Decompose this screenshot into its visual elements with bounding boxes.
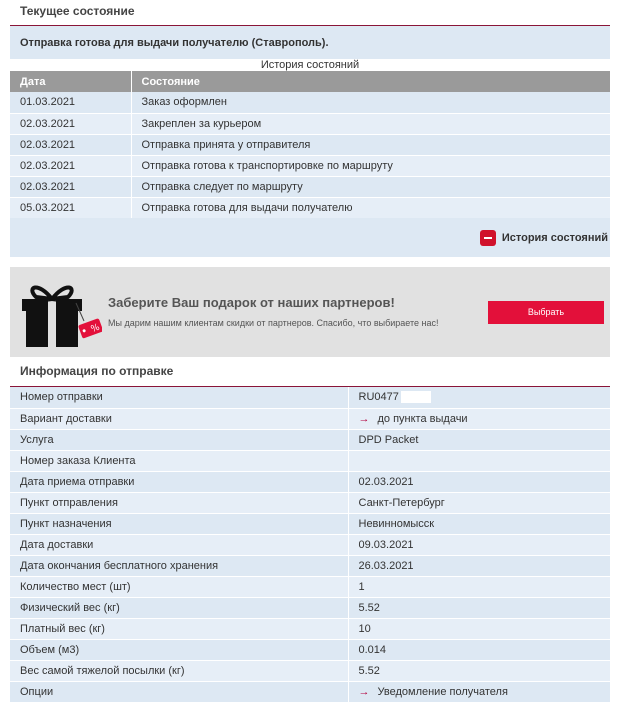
choose-button[interactable]: Выбрать bbox=[488, 301, 604, 324]
history-footer bbox=[10, 218, 610, 257]
history-header-date: Дата bbox=[10, 71, 131, 92]
table-row bbox=[10, 576, 610, 597]
current-state-title: Текущее состояние bbox=[10, 0, 610, 26]
table-row bbox=[10, 429, 610, 450]
history-date: 02.03.2021 bbox=[10, 134, 131, 155]
info-label: Услуга bbox=[10, 429, 348, 450]
info-label: Дата окончания бесплатного хранения bbox=[10, 555, 348, 576]
minus-icon bbox=[480, 230, 496, 246]
history-table bbox=[10, 71, 610, 219]
info-value bbox=[348, 408, 610, 429]
history-date: 02.03.2021 bbox=[10, 113, 131, 134]
history-date: 05.03.2021 bbox=[10, 197, 131, 218]
info-label: Количество мест (шт) bbox=[10, 576, 348, 597]
info-label: Номер отправки bbox=[10, 387, 348, 408]
history-header-state: Состояние bbox=[131, 71, 610, 92]
history-toggle-label: История состояний bbox=[501, 232, 608, 244]
table-row bbox=[10, 681, 610, 702]
history-date: 02.03.2021 bbox=[10, 176, 131, 197]
arrow-right-icon: → bbox=[358, 412, 370, 425]
table-row bbox=[10, 176, 610, 197]
info-value: 5.52 bbox=[348, 660, 610, 681]
info-label: Платный вес (кг) bbox=[10, 618, 348, 639]
partner-promo-banner bbox=[10, 267, 610, 357]
info-value: 0.014 bbox=[348, 639, 610, 660]
info-value: DPD Packet bbox=[348, 429, 610, 450]
table-row bbox=[10, 471, 610, 492]
promo-subtitle: Мы дарим нашим клиентам скидки от партнеров. Спасибо, что выбираете нас! bbox=[108, 318, 439, 328]
info-value: 10 bbox=[348, 618, 610, 639]
info-value bbox=[348, 387, 610, 408]
history-state: Отправка следует по маршруту bbox=[131, 176, 610, 197]
history-state: Закреплен за курьером bbox=[131, 113, 610, 134]
shipment-info-title: Информация по отправке bbox=[10, 360, 610, 387]
table-row bbox=[10, 450, 610, 471]
table-row bbox=[10, 113, 610, 134]
gift-icon bbox=[18, 277, 102, 347]
history-state: Заказ оформлен bbox=[131, 92, 610, 113]
delivery-option-value: до пункта выдачи bbox=[377, 412, 468, 425]
history-state: Отправка принята у отправителя bbox=[131, 134, 610, 155]
table-row bbox=[10, 597, 610, 618]
arrow-right-icon: → bbox=[358, 685, 370, 698]
table-row bbox=[10, 492, 610, 513]
table-row bbox=[10, 134, 610, 155]
info-value bbox=[348, 681, 610, 702]
table-row bbox=[10, 155, 610, 176]
table-row bbox=[10, 555, 610, 576]
history-date: 01.03.2021 bbox=[10, 92, 131, 113]
info-value: Санкт-Петербург bbox=[348, 492, 610, 513]
discount-tag-text: % bbox=[89, 322, 102, 335]
info-value: 02.03.2021 bbox=[348, 471, 610, 492]
table-row bbox=[10, 197, 610, 218]
table-row bbox=[10, 534, 610, 555]
info-label: Пункт назначения bbox=[10, 513, 348, 534]
current-status-banner: Отправка готова для выдачи получателю (Ставрополь). bbox=[10, 26, 610, 59]
table-row bbox=[10, 513, 610, 534]
info-value: Невинномысск bbox=[348, 513, 610, 534]
history-date: 02.03.2021 bbox=[10, 155, 131, 176]
options-value: Уведомление получателя bbox=[377, 685, 508, 698]
history-state: Отправка готова для выдачи получателю bbox=[131, 197, 610, 218]
info-value bbox=[348, 450, 610, 471]
table-row bbox=[10, 387, 610, 408]
history-header-row bbox=[10, 71, 610, 92]
info-label: Вес самой тяжелой посылки (кг) bbox=[10, 660, 348, 681]
info-label: Объем (м3) bbox=[10, 639, 348, 660]
history-state: Отправка готова к транспортировке по маршруту bbox=[131, 155, 610, 176]
info-label: Пункт отправления bbox=[10, 492, 348, 513]
info-value: 26.03.2021 bbox=[348, 555, 610, 576]
info-label: Физический вес (кг) bbox=[10, 597, 348, 618]
table-row bbox=[10, 660, 610, 681]
history-toggle-button[interactable] bbox=[480, 230, 608, 246]
info-value: 09.03.2021 bbox=[348, 534, 610, 555]
shipment-info-table bbox=[10, 387, 610, 703]
history-caption: История состояний bbox=[260, 59, 360, 71]
info-label: Дата доставки bbox=[10, 534, 348, 555]
table-row bbox=[10, 408, 610, 429]
info-label: Опции bbox=[10, 681, 348, 702]
table-row bbox=[10, 639, 610, 660]
info-value: 5.52 bbox=[348, 597, 610, 618]
info-label: Дата приема отправки bbox=[10, 471, 348, 492]
info-value: 1 bbox=[348, 576, 610, 597]
tracking-number: RU0477 bbox=[358, 391, 399, 404]
promo-title: Заберите Ваш подарок от наших партнеров! bbox=[108, 295, 395, 310]
redacted-mask bbox=[401, 391, 431, 403]
info-label: Вариант доставки bbox=[10, 408, 348, 429]
table-row bbox=[10, 92, 610, 113]
info-label: Номер заказа Клиента bbox=[10, 450, 348, 471]
table-row bbox=[10, 618, 610, 639]
